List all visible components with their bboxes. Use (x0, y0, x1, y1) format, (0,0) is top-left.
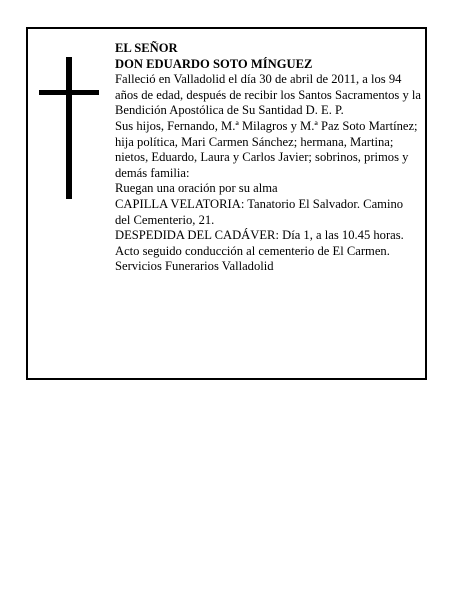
obituary-notice (26, 27, 427, 380)
notice-text (115, 41, 421, 275)
cross-vertical-bar (66, 57, 72, 199)
cross-horizontal-bar (39, 90, 99, 95)
chapel-info: CAPILLA VELATORIA: Tanatorio El Salvador. Camino del Cementerio, 21. (115, 196, 404, 227)
death-details: Falleció en Valladolid el día 30 de abril de 2011, a los 94 años de edad, después de recibir los Santos Sacramentos y la Bendición Apostólica de Su Santidad D. E. P. (115, 72, 422, 118)
farewell-info: DESPEDIDA DEL CADÁVER: Día 1, a las 10.45 horas. Acto seguido conducción al cementerio de El Carmen. (115, 228, 404, 258)
prayer-request: Ruegan una oración por su alma (115, 181, 278, 196)
family-list: Sus hijos, Fernando, M.ª Milagros y M.ª Paz Soto Martínez; hija política, Mari Carmen Sánchez; hermana, Martina; nietos, Eduardo, Laura y Carlos Javier; sobrinos, primos y demás familia: (115, 118, 418, 180)
funeral-services: Servicios Funerarios Valladolid (115, 259, 274, 274)
deceased-name: DON EDUARDO SOTO MÍNGUEZ (115, 56, 313, 71)
cross-icon (39, 57, 99, 199)
notice-title: EL SEÑOR (115, 41, 178, 55)
